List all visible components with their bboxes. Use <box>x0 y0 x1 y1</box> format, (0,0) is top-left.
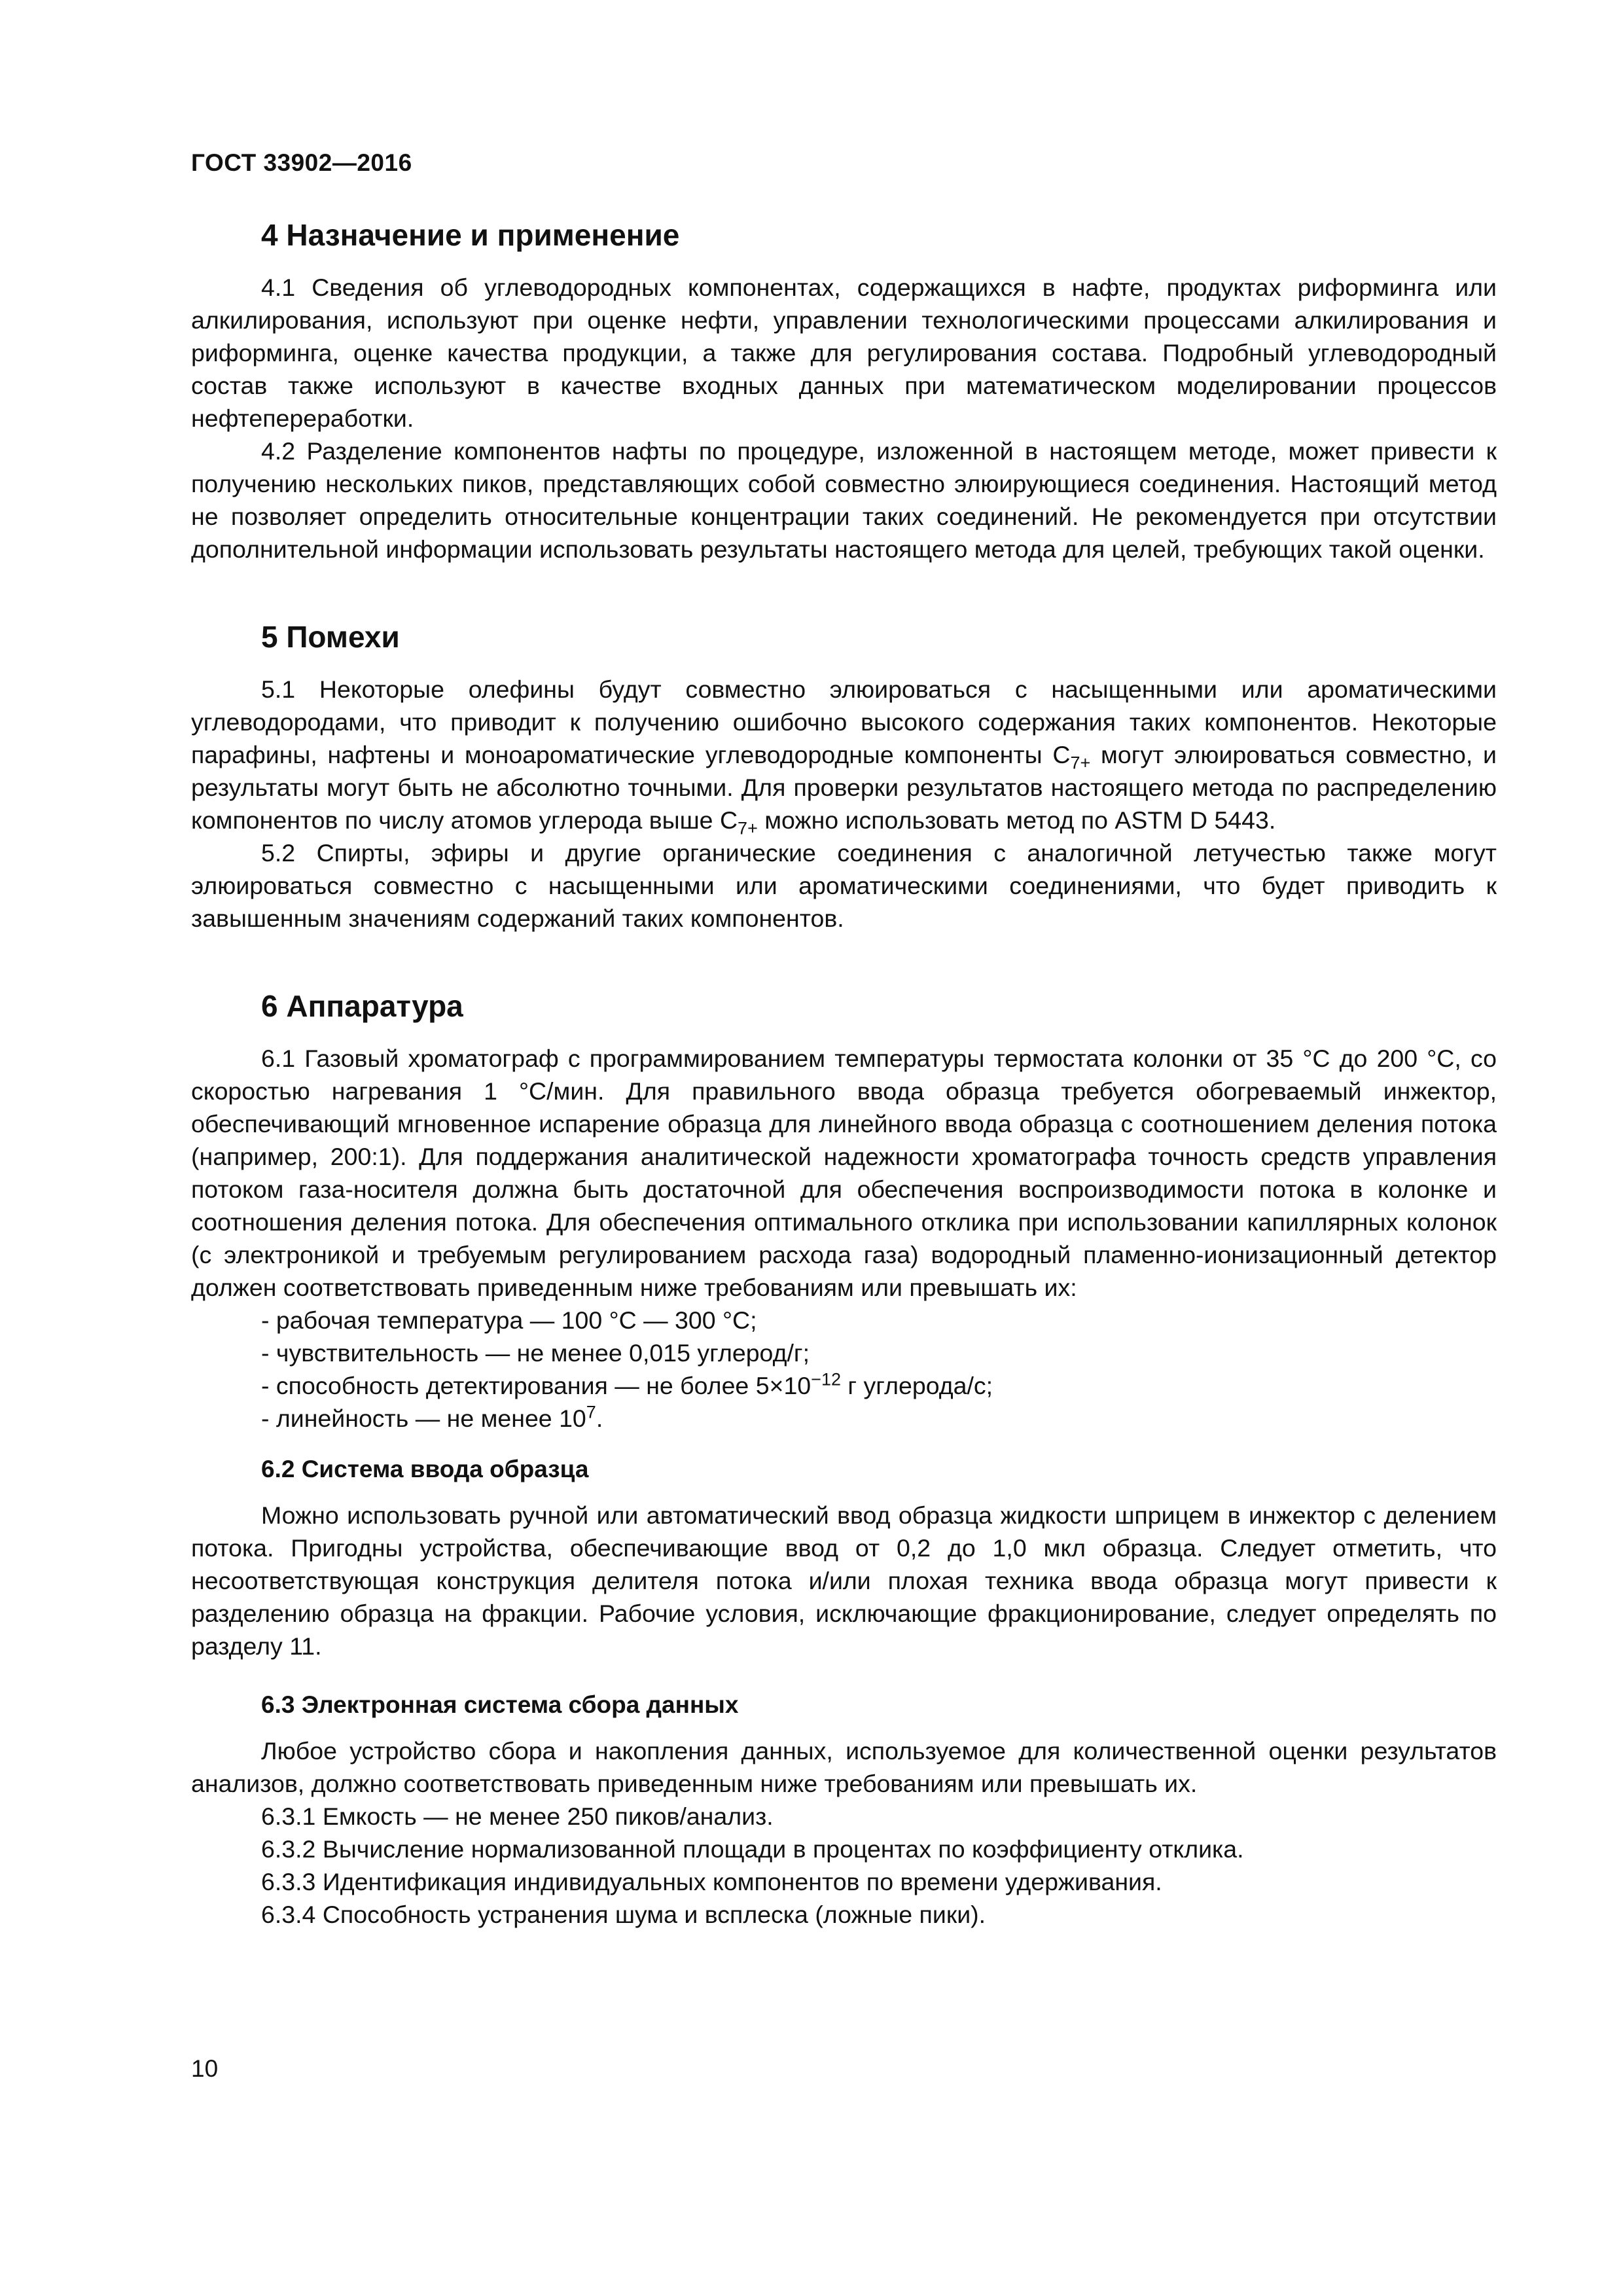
superscript-exponent: 7 <box>586 1402 596 1422</box>
requirement-detectability-text-b: г углерода/с; <box>840 1372 993 1399</box>
page-number: 10 <box>191 2055 219 2082</box>
requirement-linearity-text-b: . <box>596 1405 603 1432</box>
section-5-heading: 5 Помехи <box>261 620 400 654</box>
paragraph-6-3-2: 6.3.2 Вычисление нормализованной площади в процентах по коэффициенту отклика. <box>261 1835 1244 1863</box>
paragraph-5-2: 5.2 Спирты, эфиры и другие органические соединения с аналогичной летучестью также могут элюироваться совместно с насыщенными или ароматическими соединениями, что будет приводить к завышенным значениям содержаний таких компонентов. <box>191 839 1497 932</box>
document-code-header: ГОСТ 33902—2016 <box>191 149 412 176</box>
section-4-heading: 4 Назначение и применение <box>261 218 680 252</box>
paragraph-6-3-3: 6.3.3 Идентификация индивидуальных компонентов по времени удерживания. <box>261 1868 1162 1895</box>
subscript-c7plus: 7+ <box>1070 753 1091 773</box>
paragraph-6-2: Можно использовать ручной или автоматический ввод образца жидкости шприцем в инжектор с делением потока. Пригодны устройства, обеспечивающие ввод от 0,2 до 1,0 мкл образца. Следует отметить, что несоответствующая конструкция делителя потока и/или плохая техника ввода образца могут привести к разделению образца на фракции. Рабочие условия, исключающие фракционирование, следует определять по разделу 11. <box>191 1501 1497 1660</box>
paragraph-4-2: 4.2 Разделение компонентов нафты по процедуре, изложенной в настоящем методе, может привести к получению нескольких пиков, представляющих собой совместно элюирующиеся соединения. Настоящий метод не позволяет определить относительные концентрации таких соединений. Не рекомендуется при отсутствии дополнительной информации использовать результаты настоящего метода для целей, требующих такой оценки. <box>191 437 1497 563</box>
requirement-detectability-text-a: - способность детектирования — не более 5×10 <box>261 1372 812 1399</box>
requirement-operating-temperature: - рабочая температура — 100 °C — 300 °C; <box>261 1306 757 1334</box>
paragraph-4-1: 4.1 Сведения об углеводородных компонентах, содержащихся в нафте, продуктах риформинга или алкилирования, используют при оценке нефти, управлении технологическими процессами алкилирования и риформинга, оценке качества продукции, а также для регулирования состава. Подробный углеводородный состав также используют в качестве входных данных при математическом моделировании процессов нефтепереработки. <box>191 274 1497 432</box>
requirement-detectability <box>191 1369 1497 1402</box>
requirement-linearity-text-a: - линейность — не менее 10 <box>261 1405 586 1432</box>
paragraph-6-3-1: 6.3.1 Емкость — не менее 250 пиков/анализ. <box>261 1803 774 1830</box>
section-6-heading: 6 Аппаратура <box>261 989 463 1023</box>
superscript-exponent: −12 <box>811 1369 841 1390</box>
paragraph-5-1 <box>191 673 1497 836</box>
requirement-sensitivity: - чувствительность — не менее 0,015 углерод/г; <box>261 1339 810 1367</box>
requirement-linearity <box>191 1402 1497 1435</box>
subscript-c7plus: 7+ <box>738 818 758 838</box>
subsection-6-2-heading: 6.2 Система ввода образца <box>261 1456 589 1482</box>
paragraph-6-3-4: 6.3.4 Способность устранения шума и всплеска (ложные пики). <box>261 1901 986 1928</box>
document-body <box>191 216 1497 1931</box>
paragraph-5-1-text-a: 5.1 Некоторые олефины будут совместно элюироваться с насыщенными или ароматическими углеводородами, что приводит к получению ошибочно высокого содержания таких компонентов. Некоторые парафины, нафтены и моноароматические углеводородные компоненты C <box>191 675 1497 768</box>
paragraph-6-3: Любое устройство сбора и накопления данных, используемое для количественной оценки результатов анализов, должно соответствовать приведенным ниже требованиям или превышать их. <box>191 1737 1497 1797</box>
paragraph-5-1-text-b: могут элюироваться совместно, и результаты могут быть не абсолютно точными. Для проверки результатов настоящего метода по распределению компонентов по числу атомов углерода выше C <box>191 741 1497 834</box>
paragraph-5-1-text-c: можно использовать метод по ASTM D 5443. <box>757 806 1276 834</box>
subsection-6-3-heading: 6.3 Электронная система сбора данных <box>261 1691 739 1718</box>
paragraph-6-1: 6.1 Газовый хроматограф с программированием температуры термостата колонки от 35 °C до 200 °C, со скоростью нагревания 1 °C/мин. Для правильного ввода образца требуется обогреваемый инжектор, обеспечивающий мгновенное испарение образца для линейного ввода образца с соотношением деления потока (например, 200:1). Для поддержания аналитической надежности хроматографа точность средств управления потоком газа-носителя должна быть достаточной для обеспечения воспроизводимости потока в колонке и соотношения деления потока. Для обеспечения оптимального отклика при использовании капиллярных колонок (с электроникой и требуемым регулированием расхода газа) водородный пламенно-ионизационный детектор должен соответствовать приведенным ниже требованиям или превышать их: <box>191 1045 1497 1301</box>
